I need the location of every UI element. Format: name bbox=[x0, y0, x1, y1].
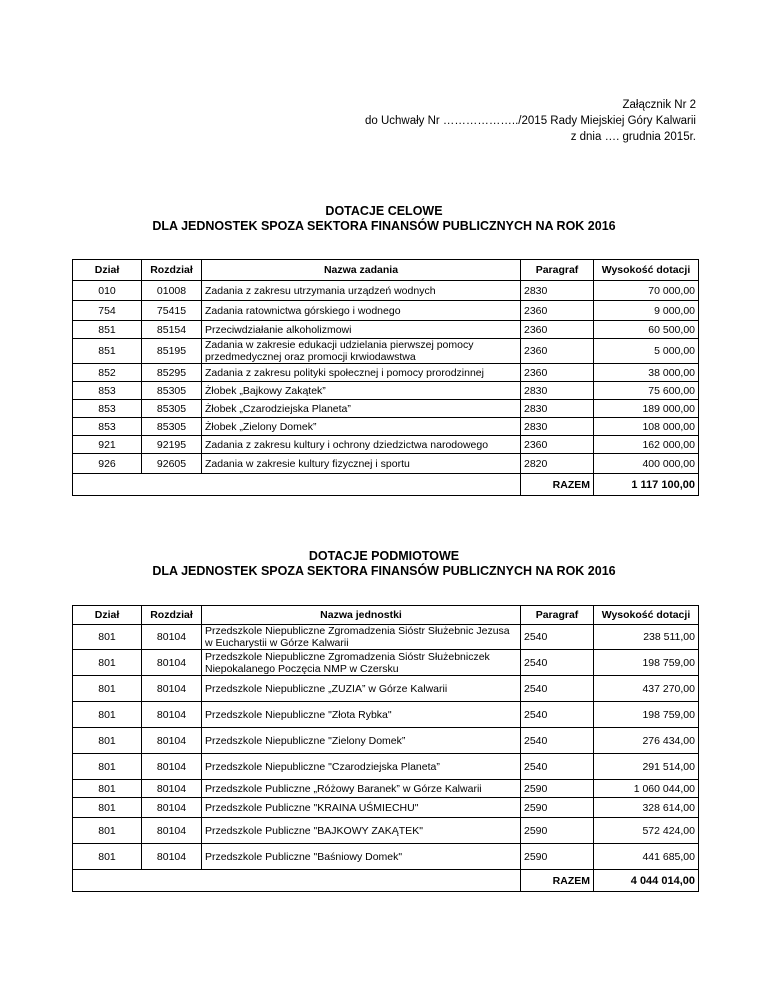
cell-rozdzial: 80104 bbox=[142, 676, 202, 702]
header-kwota: Wysokość dotacji bbox=[594, 260, 699, 281]
section2-title-line2: DLA JEDNOSTEK SPOZA SEKTORA FINANSÓW PUBLICZNYCH NA ROK 2016 bbox=[152, 564, 616, 578]
cell-paragraf: 2540 bbox=[521, 650, 594, 676]
section1-title bbox=[0, 204, 768, 234]
attachment-header bbox=[365, 97, 696, 145]
cell-paragraf: 2540 bbox=[521, 754, 594, 780]
total-value: 1 117 100,00 bbox=[594, 474, 699, 496]
cell-rozdzial: 80104 bbox=[142, 798, 202, 818]
cell-paragraf: 2830 bbox=[521, 400, 594, 418]
cell-paragraf: 2360 bbox=[521, 436, 594, 454]
cell-paragraf: 2830 bbox=[521, 418, 594, 436]
table-row bbox=[73, 418, 699, 436]
cell-nazwa: Zadania z zakresu kultury i ochrony dziedzictwa narodowego bbox=[202, 436, 521, 454]
cell-rozdzial: 80104 bbox=[142, 844, 202, 870]
table-header-row bbox=[73, 606, 699, 625]
header-kwota: Wysokość dotacji bbox=[594, 606, 699, 625]
cell-nazwa: Zadania z zakresu utrzymania urządzeń wodnych bbox=[202, 281, 521, 301]
cell-paragraf: 2590 bbox=[521, 844, 594, 870]
table-row bbox=[73, 301, 699, 321]
cell-paragraf: 2360 bbox=[521, 364, 594, 382]
total-row bbox=[73, 474, 699, 496]
cell-nazwa: Przedszkole Publiczne "BAJKOWY ZAKĄTEK" bbox=[202, 818, 521, 844]
cell-kwota: 238 511,00 bbox=[594, 625, 699, 650]
targeted-grants-table bbox=[72, 259, 699, 496]
cell-nazwa: Przedszkole Publiczne "Baśniowy Domek" bbox=[202, 844, 521, 870]
cell-nazwa: Zadania w zakresie kultury fizycznej i sportu bbox=[202, 454, 521, 474]
table-row bbox=[73, 780, 699, 798]
cell-nazwa: Przedszkole Niepubliczne "Czarodziejska Planeta” bbox=[202, 754, 521, 780]
cell-rozdzial: 80104 bbox=[142, 625, 202, 650]
cell-kwota: 75 600,00 bbox=[594, 382, 699, 400]
cell-rozdzial: 80104 bbox=[142, 728, 202, 754]
cell-rozdzial: 01008 bbox=[142, 281, 202, 301]
table-row bbox=[73, 400, 699, 418]
cell-nazwa: Żłobek „Zielony Domek” bbox=[202, 418, 521, 436]
cell-dzial: 853 bbox=[73, 400, 142, 418]
cell-dzial: 851 bbox=[73, 321, 142, 339]
section2-title bbox=[0, 549, 768, 579]
cell-dzial: 801 bbox=[73, 625, 142, 650]
cell-kwota: 328 614,00 bbox=[594, 798, 699, 818]
cell-dzial: 852 bbox=[73, 364, 142, 382]
table-row bbox=[73, 676, 699, 702]
table-row bbox=[73, 382, 699, 400]
cell-paragraf: 2360 bbox=[521, 339, 594, 364]
cell-rozdzial: 80104 bbox=[142, 650, 202, 676]
total-spacer bbox=[73, 870, 521, 892]
cell-kwota: 441 685,00 bbox=[594, 844, 699, 870]
header-nazwa: Nazwa zadania bbox=[202, 260, 521, 281]
cell-rozdzial: 85305 bbox=[142, 400, 202, 418]
cell-rozdzial: 80104 bbox=[142, 780, 202, 798]
table-row bbox=[73, 281, 699, 301]
cell-kwota: 437 270,00 bbox=[594, 676, 699, 702]
header-rozdzial: Rozdział bbox=[142, 260, 202, 281]
table-row bbox=[73, 364, 699, 382]
header-paragraf: Paragraf bbox=[521, 606, 594, 625]
cell-nazwa: Przedszkole Publiczne "KRAINA UŚMIECHU" bbox=[202, 798, 521, 818]
cell-kwota: 162 000,00 bbox=[594, 436, 699, 454]
total-spacer bbox=[73, 474, 521, 496]
cell-kwota: 276 434,00 bbox=[594, 728, 699, 754]
table-row bbox=[73, 339, 699, 364]
cell-nazwa: Przedszkole Niepubliczne "Złota Rybka" bbox=[202, 702, 521, 728]
cell-paragraf: 2360 bbox=[521, 301, 594, 321]
cell-rozdzial: 85295 bbox=[142, 364, 202, 382]
cell-paragraf: 2540 bbox=[521, 728, 594, 754]
cell-rozdzial: 75415 bbox=[142, 301, 202, 321]
cell-kwota: 291 514,00 bbox=[594, 754, 699, 780]
cell-rozdzial: 85305 bbox=[142, 382, 202, 400]
cell-dzial: 801 bbox=[73, 676, 142, 702]
total-value: 4 044 014,00 bbox=[594, 870, 699, 892]
cell-dzial: 851 bbox=[73, 339, 142, 364]
cell-nazwa: Żłobek „Czarodziejska Planeta” bbox=[202, 400, 521, 418]
cell-nazwa: Zadania w zakresie edukacji udzielania pierwszej pomocy przedmedycznej oraz promocji krwiodawstwa bbox=[202, 339, 521, 364]
cell-rozdzial: 85154 bbox=[142, 321, 202, 339]
cell-kwota: 198 759,00 bbox=[594, 650, 699, 676]
cell-paragraf: 2830 bbox=[521, 382, 594, 400]
table-row bbox=[73, 650, 699, 676]
cell-rozdzial: 80104 bbox=[142, 754, 202, 780]
cell-kwota: 70 000,00 bbox=[594, 281, 699, 301]
cell-kwota: 60 500,00 bbox=[594, 321, 699, 339]
cell-paragraf: 2540 bbox=[521, 676, 594, 702]
cell-rozdzial: 92195 bbox=[142, 436, 202, 454]
cell-paragraf: 2590 bbox=[521, 798, 594, 818]
table-header-row bbox=[73, 260, 699, 281]
cell-kwota: 189 000,00 bbox=[594, 400, 699, 418]
header-dzial: Dział bbox=[73, 606, 142, 625]
table-row bbox=[73, 728, 699, 754]
header-dzial: Dział bbox=[73, 260, 142, 281]
cell-paragraf: 2590 bbox=[521, 818, 594, 844]
table-row bbox=[73, 754, 699, 780]
section2-title-line1: DOTACJE PODMIOTOWE bbox=[308, 549, 460, 563]
cell-nazwa: Przedszkole Niepubliczne „ZUZIA” w Górze Kalwarii bbox=[202, 676, 521, 702]
cell-nazwa: Przedszkole Publiczne „Różowy Baranek” w Górze Kalwarii bbox=[202, 780, 521, 798]
cell-nazwa: Przedszkole Niepubliczne "Zielony Domek” bbox=[202, 728, 521, 754]
cell-nazwa: Przedszkole Niepubliczne Zgromadzenia Sióstr Służebnic Jezusa w Eucharystii w Górze Kalwarii bbox=[202, 625, 521, 650]
cell-paragraf: 2360 bbox=[521, 321, 594, 339]
resolution-reference: do Uchwały Nr ………………../2015 Rady Miejskiej Góry Kalwarii bbox=[364, 115, 696, 127]
total-label: RAZEM bbox=[521, 474, 594, 496]
table-row bbox=[73, 436, 699, 454]
cell-paragraf: 2830 bbox=[521, 281, 594, 301]
table-row bbox=[73, 798, 699, 818]
cell-dzial: 853 bbox=[73, 418, 142, 436]
table-row bbox=[73, 625, 699, 650]
cell-kwota: 5 000,00 bbox=[594, 339, 699, 364]
section1-title-line2: DLA JEDNOSTEK SPOZA SEKTORA FINANSÓW PUBLICZNYCH NA ROK 2016 bbox=[152, 219, 616, 233]
cell-nazwa: Żłobek „Bajkowy Zakątek” bbox=[202, 382, 521, 400]
total-label: RAZEM bbox=[521, 870, 594, 892]
subject-grants-table bbox=[72, 605, 699, 892]
cell-kwota: 198 759,00 bbox=[594, 702, 699, 728]
cell-dzial: 921 bbox=[73, 436, 142, 454]
cell-rozdzial: 85195 bbox=[142, 339, 202, 364]
header-nazwa: Nazwa jednostki bbox=[202, 606, 521, 625]
cell-kwota: 400 000,00 bbox=[594, 454, 699, 474]
cell-dzial: 010 bbox=[73, 281, 142, 301]
cell-dzial: 801 bbox=[73, 754, 142, 780]
table-row bbox=[73, 702, 699, 728]
resolution-date: z dnia …. grudnia 2015r. bbox=[570, 131, 696, 143]
cell-kwota: 9 000,00 bbox=[594, 301, 699, 321]
cell-dzial: 801 bbox=[73, 780, 142, 798]
cell-paragraf: 2820 bbox=[521, 454, 594, 474]
cell-nazwa: Przedszkole Niepubliczne Zgromadzenia Sióstr Służebniczek Niepokalanego Poczęcia NMP w Czersku bbox=[202, 650, 521, 676]
cell-kwota: 572 424,00 bbox=[594, 818, 699, 844]
section1-title-line1: DOTACJE CELOWE bbox=[325, 204, 443, 218]
cell-paragraf: 2590 bbox=[521, 780, 594, 798]
cell-dzial: 801 bbox=[73, 798, 142, 818]
cell-kwota: 1 060 044,00 bbox=[594, 780, 699, 798]
cell-paragraf: 2540 bbox=[521, 625, 594, 650]
cell-dzial: 754 bbox=[73, 301, 142, 321]
cell-dzial: 801 bbox=[73, 818, 142, 844]
table-row bbox=[73, 844, 699, 870]
cell-dzial: 801 bbox=[73, 650, 142, 676]
table-row bbox=[73, 818, 699, 844]
cell-kwota: 38 000,00 bbox=[594, 364, 699, 382]
header-rozdzial: Rozdział bbox=[142, 606, 202, 625]
cell-rozdzial: 80104 bbox=[142, 702, 202, 728]
cell-dzial: 853 bbox=[73, 382, 142, 400]
cell-nazwa: Przeciwdziałanie alkoholizmowi bbox=[202, 321, 521, 339]
table-row bbox=[73, 454, 699, 474]
cell-rozdzial: 92605 bbox=[142, 454, 202, 474]
cell-nazwa: Zadania z zakresu polityki społecznej i pomocy prorodzinnej bbox=[202, 364, 521, 382]
cell-dzial: 926 bbox=[73, 454, 142, 474]
attachment-number: Załącznik Nr 2 bbox=[622, 99, 696, 111]
cell-nazwa: Zadania ratownictwa górskiego i wodnego bbox=[202, 301, 521, 321]
cell-rozdzial: 85305 bbox=[142, 418, 202, 436]
cell-kwota: 108 000,00 bbox=[594, 418, 699, 436]
table-row bbox=[73, 321, 699, 339]
header-paragraf: Paragraf bbox=[521, 260, 594, 281]
cell-dzial: 801 bbox=[73, 702, 142, 728]
cell-dzial: 801 bbox=[73, 844, 142, 870]
cell-rozdzial: 80104 bbox=[142, 818, 202, 844]
cell-paragraf: 2540 bbox=[521, 702, 594, 728]
total-row bbox=[73, 870, 699, 892]
cell-dzial: 801 bbox=[73, 728, 142, 754]
